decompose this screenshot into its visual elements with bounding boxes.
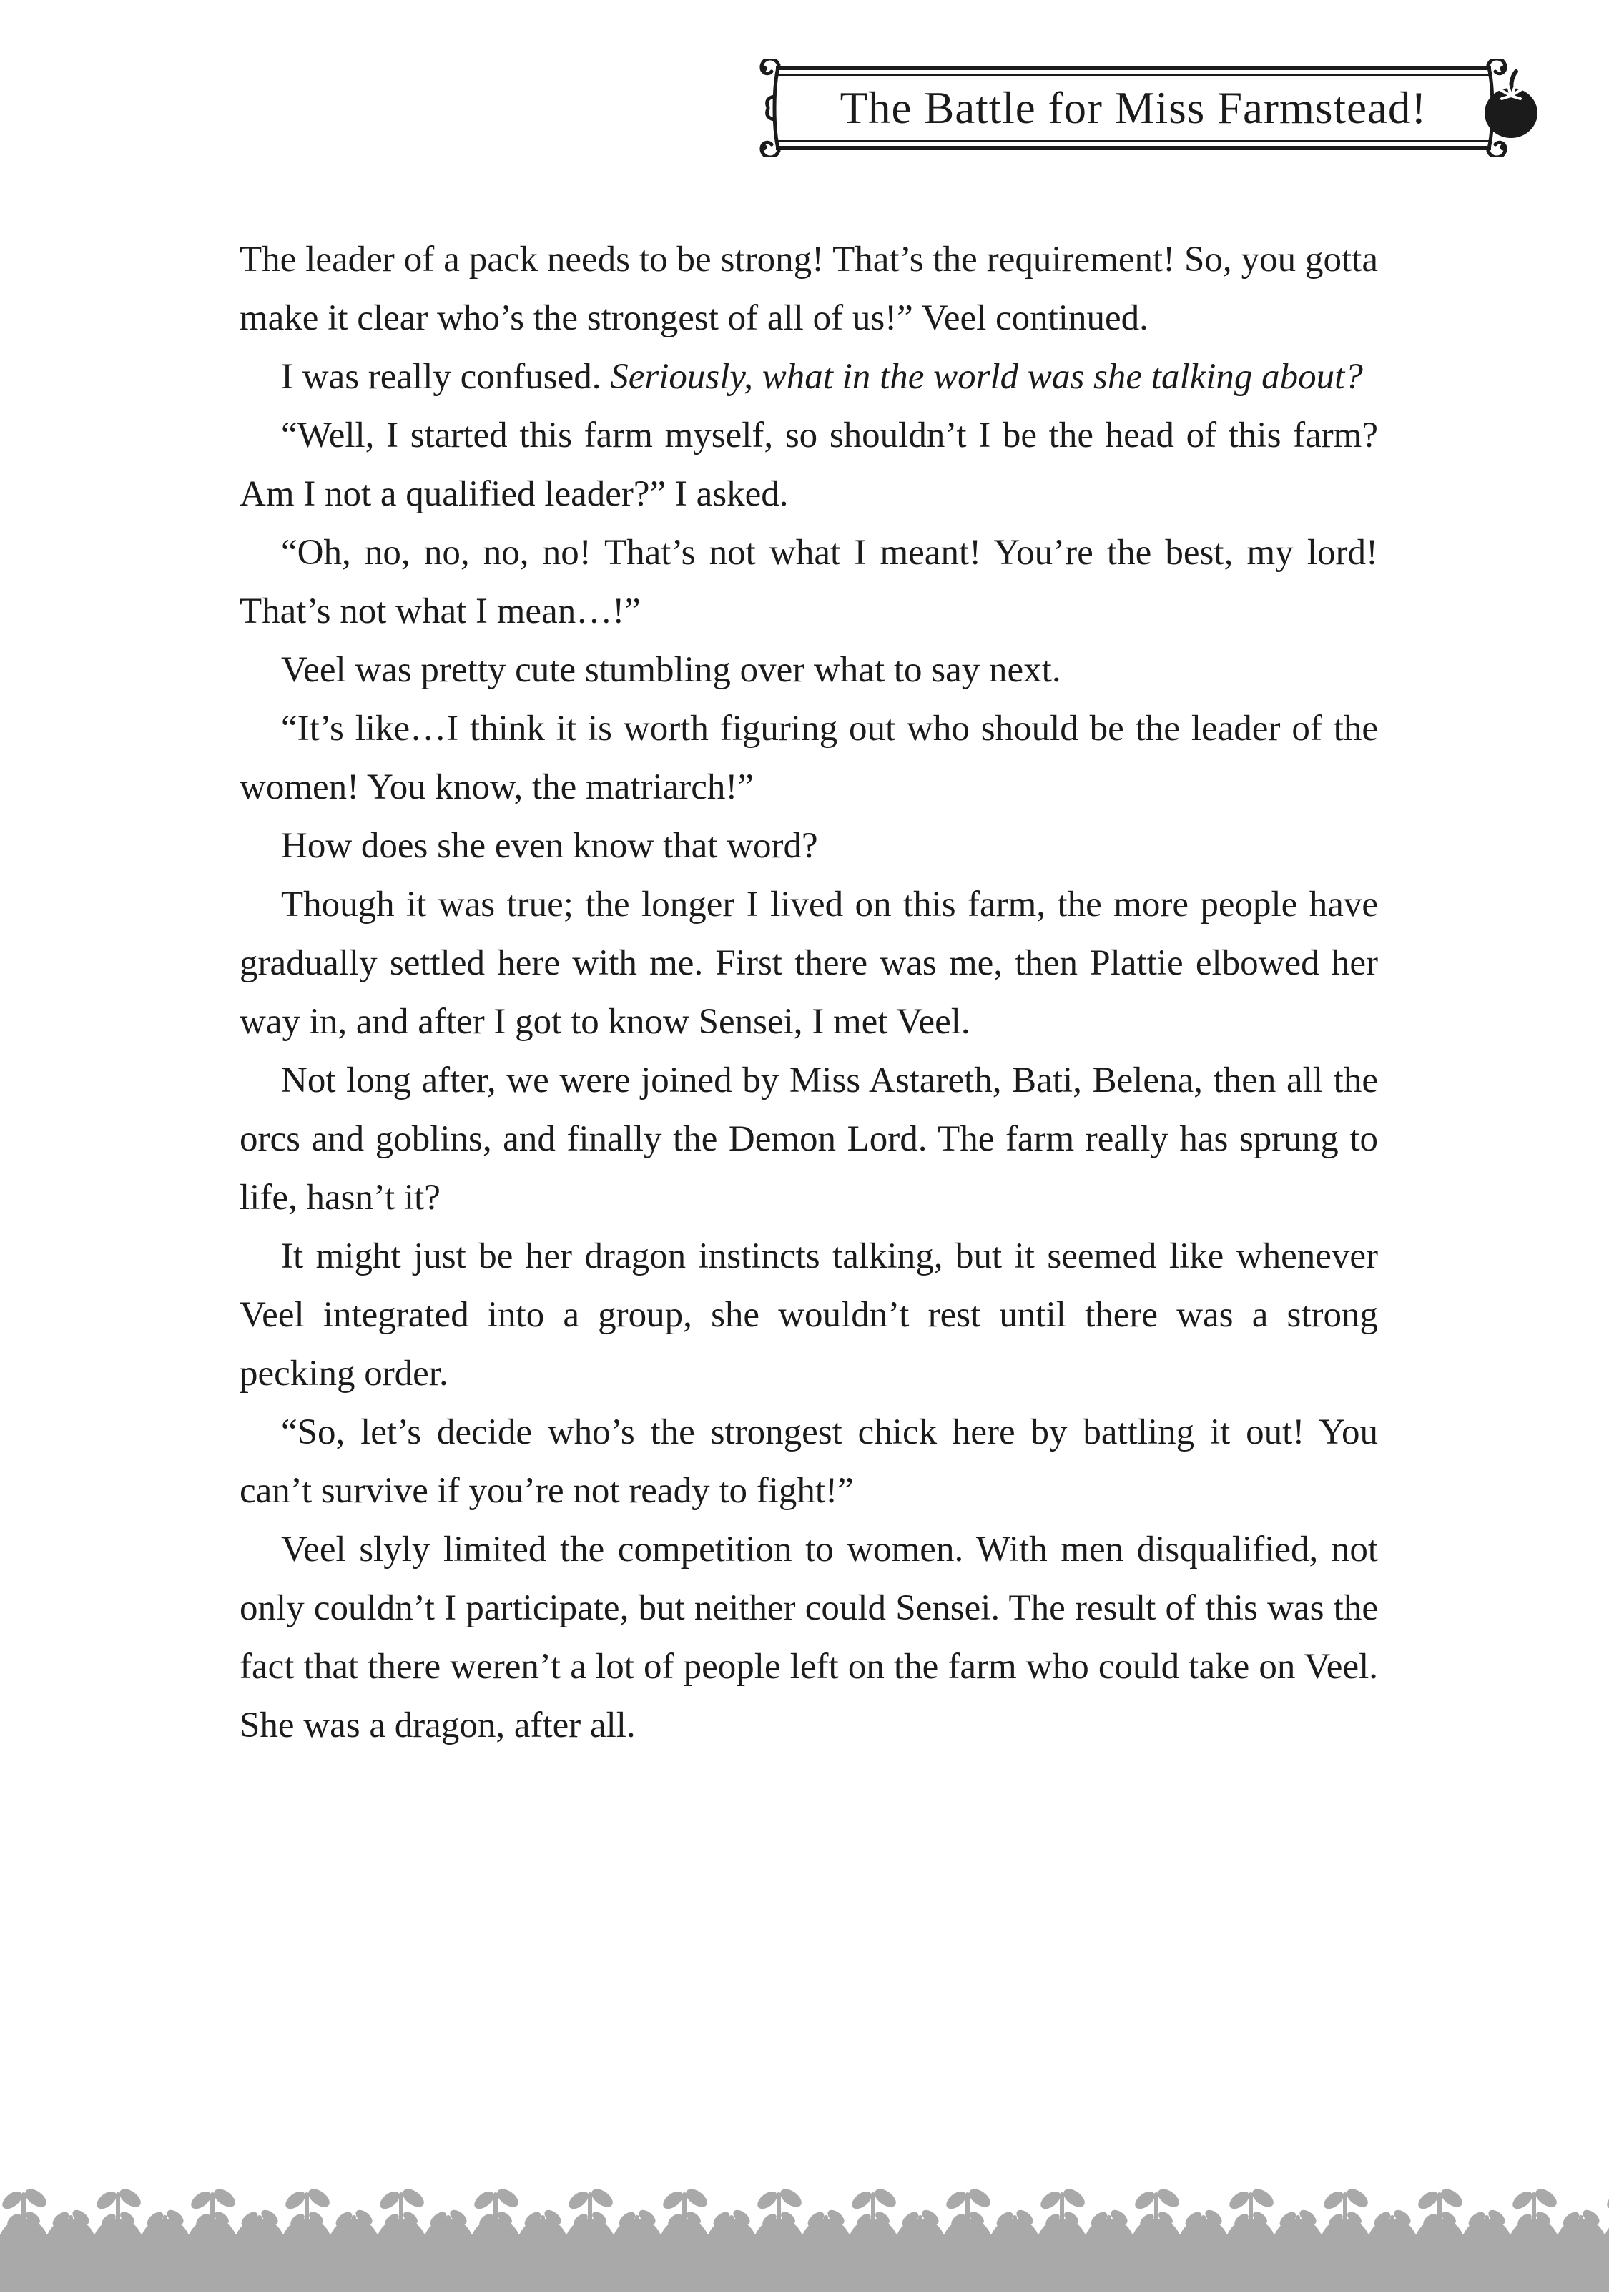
paragraph (240, 817, 1378, 875)
paragraph (240, 1520, 1378, 1755)
tomato-icon (1479, 69, 1543, 142)
paragraph (240, 230, 1378, 348)
paragraph-run: I was really confused. (281, 357, 611, 397)
paragraph-run: Not long after, we were joined by Miss Astareth, Bati, Belena, then all the orcs and goblins, and finally the Demon Lord. The farm really has sprung to life, hasn’t it? (240, 1060, 1378, 1218)
paragraph (240, 875, 1378, 1051)
paragraph-run: Though it was true; the longer I lived on this farm, the more people have gradually settled here with me. First there was me, then Plattie elbowed her way in, and after I got to know Sensei, I met Veel. (240, 885, 1378, 1042)
page-header (0, 0, 1609, 186)
paragraph-run: Veel was pretty cute stumbling over what to say next. (281, 650, 1061, 690)
paragraph-run: It might just be her dragon instincts talking, but it seemed like whenever Veel integrated into a group, she wouldn’t rest until there was a strong pecking order. (240, 1236, 1378, 1394)
paragraph-run-italic: Seriously, what in the world was she talking about? (610, 357, 1363, 397)
page-footer (0, 2185, 1609, 2292)
paragraph (240, 1227, 1378, 1403)
chapter-title-frame-inner (776, 70, 1491, 146)
paragraph (240, 1403, 1378, 1520)
paragraph (240, 699, 1378, 817)
page-text (240, 230, 1378, 1755)
sprout-border-pattern (0, 2185, 1609, 2292)
chapter-title-frame (776, 66, 1491, 150)
paragraph-run: “Oh, no, no, no, no! That’s not what I meant! You’re the best, my lord! That’s not what I mean…!” (240, 533, 1378, 631)
chapter-title: The Battle for Miss Farmstead! (840, 82, 1427, 133)
paragraph-run: The leader of a pack needs to be strong! That’s the requirement! So, you gotta make it clear who’s the strongest of all of us!” Veel continued. (240, 240, 1378, 338)
paragraph-run: How does she even know that word? (281, 826, 818, 866)
paragraph (240, 1051, 1378, 1227)
paragraph (240, 406, 1378, 523)
paragraph (240, 641, 1378, 699)
paragraph-run: Veel slyly limited the competition to women. With men disqualified, not only couldn’t I participate, but neither could Sensei. The result of this was the fact that there weren’t a lot of people left on the farm who could take on Veel. She was a dragon, after all. (240, 1529, 1378, 1745)
paragraph-run: “Well, I started this farm myself, so shouldn’t I be the head of this farm? Am I not a qualified leader?” I asked. (240, 415, 1378, 514)
paragraph (240, 348, 1378, 406)
paragraph-run: “So, let’s decide who’s the strongest chick here by battling it out! You can’t survive if you’re not ready to fight!” (240, 1412, 1378, 1511)
paragraph (240, 523, 1378, 641)
paragraph-run: “It’s like…I think it is worth figuring out who should be the leader of the women! You know, the matriarch!” (240, 709, 1378, 807)
